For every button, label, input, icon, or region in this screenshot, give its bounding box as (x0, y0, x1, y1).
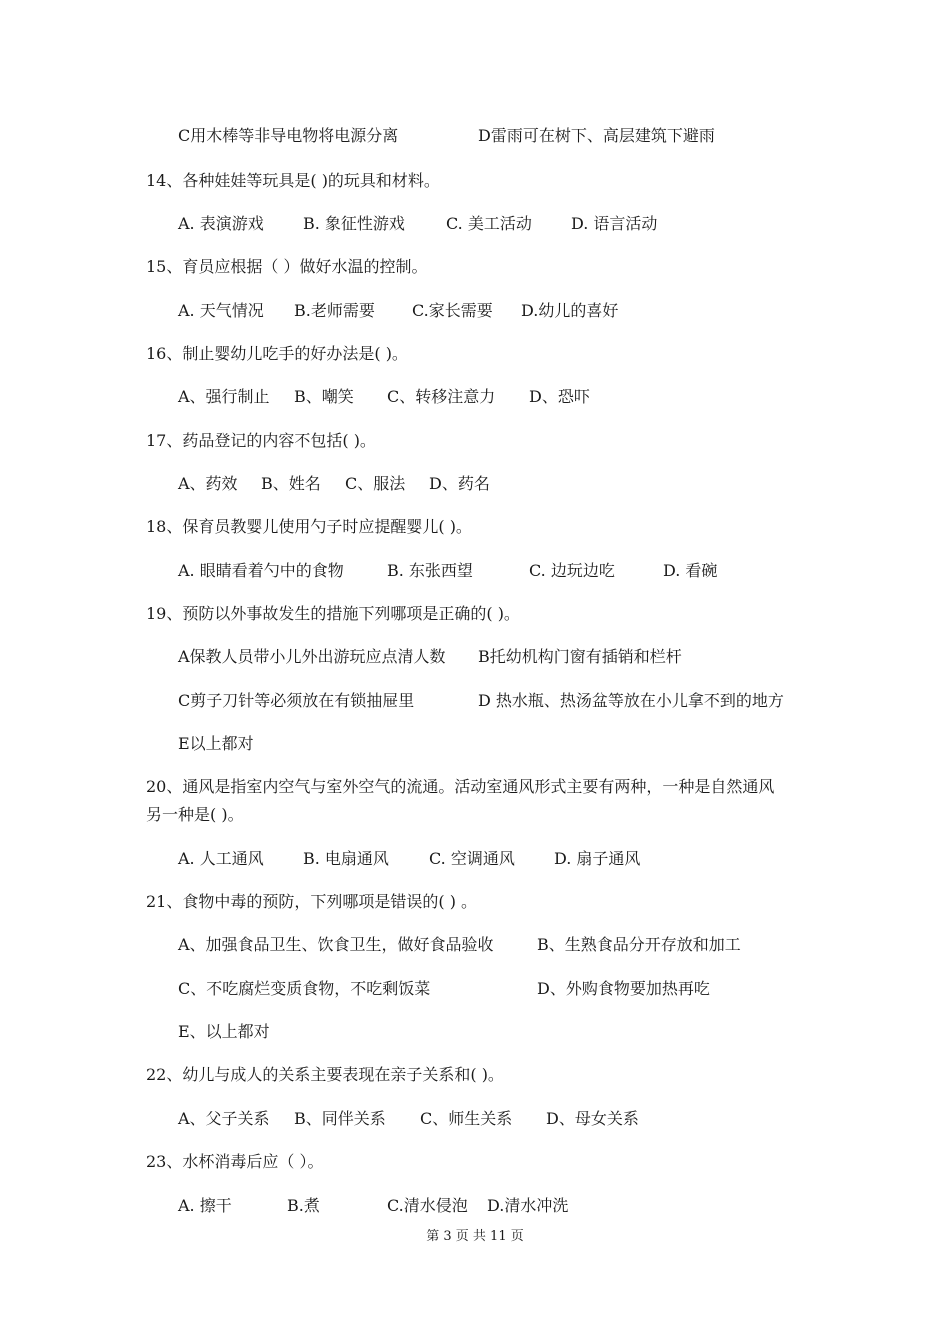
question-14-stem: 14、各种娃娃等玩具是( )的玩具和材料。 (146, 171, 440, 190)
q15-option-d: D.幼儿的喜好 (521, 301, 619, 320)
q14-option-a: A. 表演游戏 (178, 214, 264, 233)
q22-option-d: D、母女关系 (546, 1109, 639, 1128)
q19-option-c: C剪子刀针等必须放在有锁抽屉里 (178, 691, 415, 710)
q20-option-a: A. 人工通风 (178, 849, 264, 868)
q18-option-c: C. 边玩边吃 (529, 561, 615, 580)
q23-option-a: A. 擦干 (178, 1196, 232, 1215)
q16-option-d: D、恐吓 (529, 387, 590, 406)
q16-option-a: A、强行制止 (178, 387, 270, 406)
q21-option-d: D、外购食物要加热再吃 (537, 979, 710, 998)
question-15-stem: 15、育员应根据（ ）做好水温的控制。 (146, 257, 428, 276)
q19-option-a: A保教人员带小儿外出游玩应点清人数 (178, 647, 446, 666)
q16-option-c: C、转移注意力 (387, 387, 496, 406)
q18-option-b: B. 东张西望 (387, 561, 473, 580)
q20-option-d: D. 扇子通风 (554, 849, 641, 868)
q23-option-b: B.煮 (287, 1196, 320, 1215)
q19-option-b: B托幼机构门窗有插销和栏杆 (478, 647, 682, 666)
q21-option-c: C、不吃腐烂变质食物，不吃剩饭菜 (178, 979, 431, 998)
q18-option-d: D. 看碗 (663, 561, 718, 580)
q14-option-c: C. 美工活动 (446, 214, 532, 233)
question-17-stem: 17、药品登记的内容不包括( )。 (146, 431, 376, 450)
q19-option-e: E以上都对 (178, 734, 254, 753)
q20-option-b: B. 电扇通风 (303, 849, 389, 868)
question-20-stem-continued: 另一种是( )。 (146, 805, 244, 824)
q14-option-b: B. 象征性游戏 (303, 214, 405, 233)
q15-option-c: C.家长需要 (412, 301, 493, 320)
q20-option-c: C. 空调通风 (429, 849, 515, 868)
q17-option-d: D、药名 (429, 474, 490, 493)
q15-option-a: A. 天气情况 (178, 301, 264, 320)
q23-option-c: C.清水侵泡 (387, 1196, 468, 1215)
q15-option-b: B.老师需要 (294, 301, 375, 320)
question-20-stem: 20、通风是指室内空气与室外空气的流通。活动室通风形式主要有两种，一种是自然通风 (146, 777, 775, 796)
q21-option-b: B、生熟食品分开存放和加工 (537, 935, 741, 954)
prev-option-d: D雷雨可在树下、高层建筑下避雨 (478, 126, 715, 145)
q16-option-b: B、嘲笑 (294, 387, 354, 406)
q17-option-a: A、药效 (178, 474, 238, 493)
question-23-stem: 23、水杯消毒后应（ ）。 (146, 1152, 324, 1171)
q21-option-e: E、以上都对 (178, 1022, 270, 1041)
question-19-stem: 19、预防以外事故发生的措施下列哪项是正确的( )。 (146, 604, 520, 623)
q22-option-a: A、父子关系 (178, 1109, 270, 1128)
q14-option-d: D. 语言活动 (571, 214, 658, 233)
q17-option-c: C、服法 (345, 474, 406, 493)
q19-option-d: D 热水瓶、热汤盆等放在小儿拿不到的地方 (478, 691, 784, 710)
question-18-stem: 18、保育员教婴儿使用勺子时应提醒婴儿( )。 (146, 517, 472, 536)
q23-option-d: D.清水冲洗 (487, 1196, 569, 1215)
page-number-footer: 第 3 页 共 11 页 (426, 1229, 524, 1244)
q22-option-b: B、同伴关系 (294, 1109, 386, 1128)
question-16-stem: 16、制止婴幼儿吃手的好办法是( )。 (146, 344, 408, 363)
q22-option-c: C、师生关系 (420, 1109, 513, 1128)
q17-option-b: B、姓名 (261, 474, 321, 493)
q21-option-a: A、加强食品卫生、饮食卫生，做好食品验收 (178, 935, 494, 954)
question-22-stem: 22、幼儿与成人的关系主要表现在亲子关系和( )。 (146, 1065, 504, 1084)
q18-option-a: A. 眼睛看着勺中的食物 (178, 561, 344, 580)
prev-option-c: C用木棒等非导电物将电源分离 (178, 126, 399, 145)
question-21-stem: 21、食物中毒的预防，下列哪项是错误的( ) 。 (146, 892, 478, 911)
